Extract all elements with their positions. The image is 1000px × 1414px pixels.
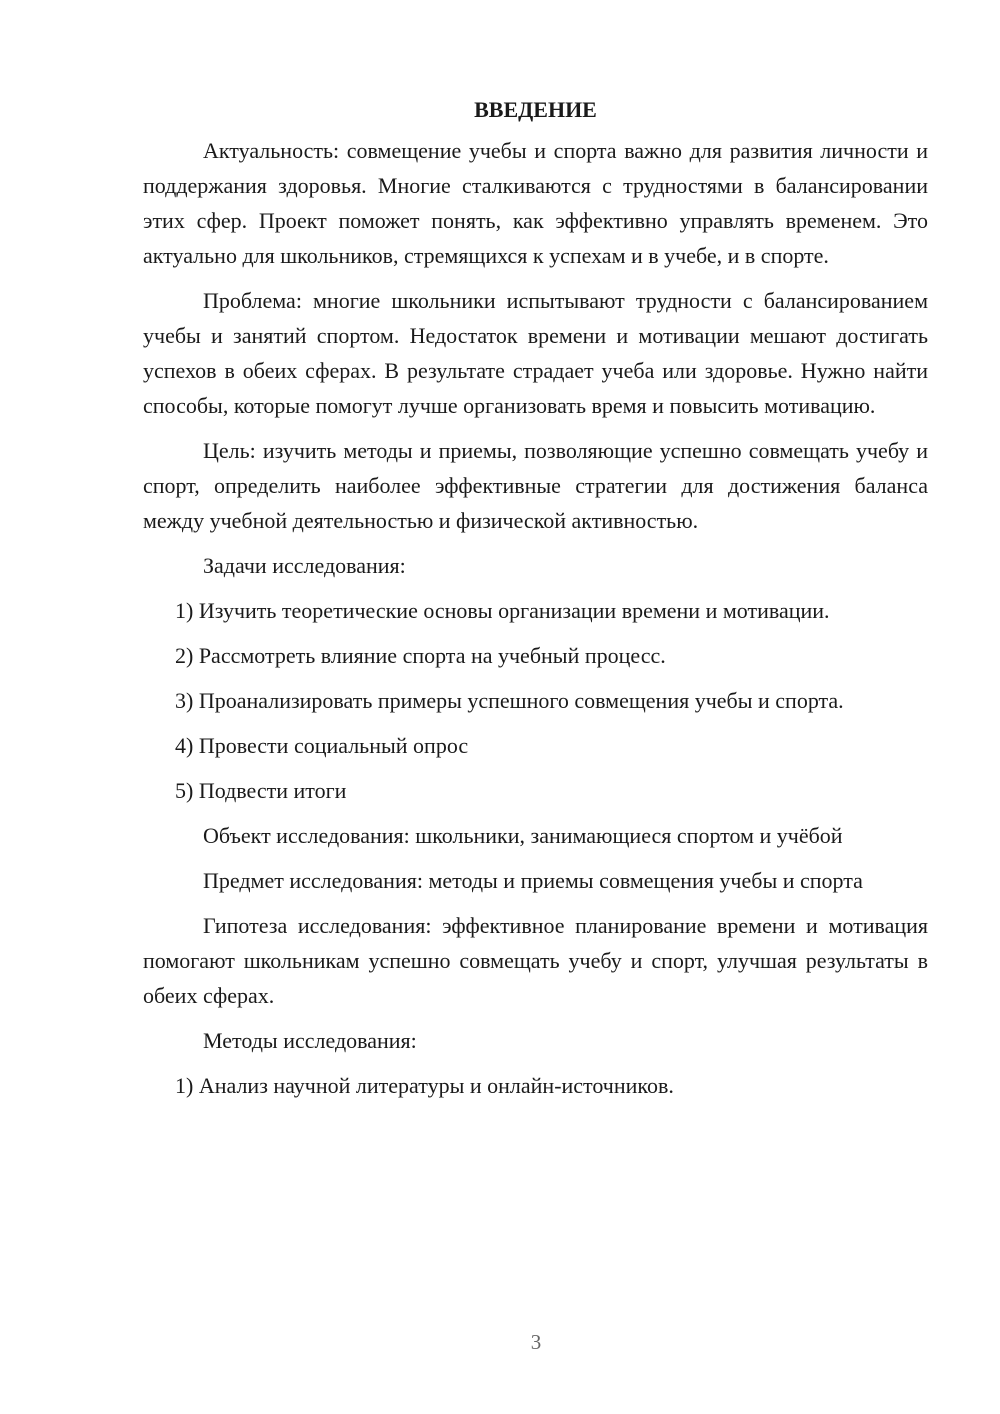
subject-paragraph: Предмет исследования: методы и приемы совмещения учебы и спорта [203, 868, 863, 893]
tasks-heading: Задачи исследования: [203, 553, 406, 578]
page-number: 3 [530, 1330, 542, 1354]
methods-heading: Методы исследования: [203, 1028, 417, 1053]
method-item: 1) Анализ научной литературы и онлайн-источников. [175, 1073, 674, 1098]
task-item: 1) Изучить теоретические основы организации времени и мотивации. [175, 598, 830, 623]
task-item: 5) Подвести итоги [175, 778, 347, 803]
document-page [143, 95, 928, 1113]
goal-paragraph: Цель: изучить методы и приемы, позволяющие успешно совмещать учебу и спорт, определить наиболее эффективные стратегии для достижения баланса между учебной деятельностью и физической активностью. [143, 438, 928, 533]
task-item: 2) Рассмотреть влияние спорта на учебный процесс. [175, 643, 666, 668]
object-paragraph: Объект исследования: школьники, занимающиеся спортом и учёбой [203, 823, 843, 848]
task-item: 3) Проанализировать примеры успешного совмещения учебы и спорта. [175, 688, 844, 713]
hypothesis-paragraph: Гипотеза исследования: эффективное планирование времени и мотивация помогают школьникам успешно совмещать учебу и спорт, улучшая результаты в обеих сферах. [143, 913, 928, 1008]
relevance-paragraph: Актуальность: совмещение учебы и спорта важно для развития личности и поддержания здоровья. Многие сталкиваются с трудностями в балансировании этих сфер. Проект поможет понять, как эффективно управлять временем. Это актуально для школьников, стремящихся к успехам и в учебе, и в спорте. [143, 138, 928, 268]
task-item: 4) Провести социальный опрос [175, 733, 469, 758]
problem-paragraph: Проблема: многие школьники испытывают трудности с балансированием учебы и занятий спортом. Недостаток времени и мотивации мешают достигать успехов в обеих сферах. В результате страдает учеба или здоровье. Нужно найти способы, которые помогут лучше организовать время и повысить мотивацию. [143, 288, 928, 418]
section-title: ВВЕДЕНИЕ [474, 97, 597, 122]
